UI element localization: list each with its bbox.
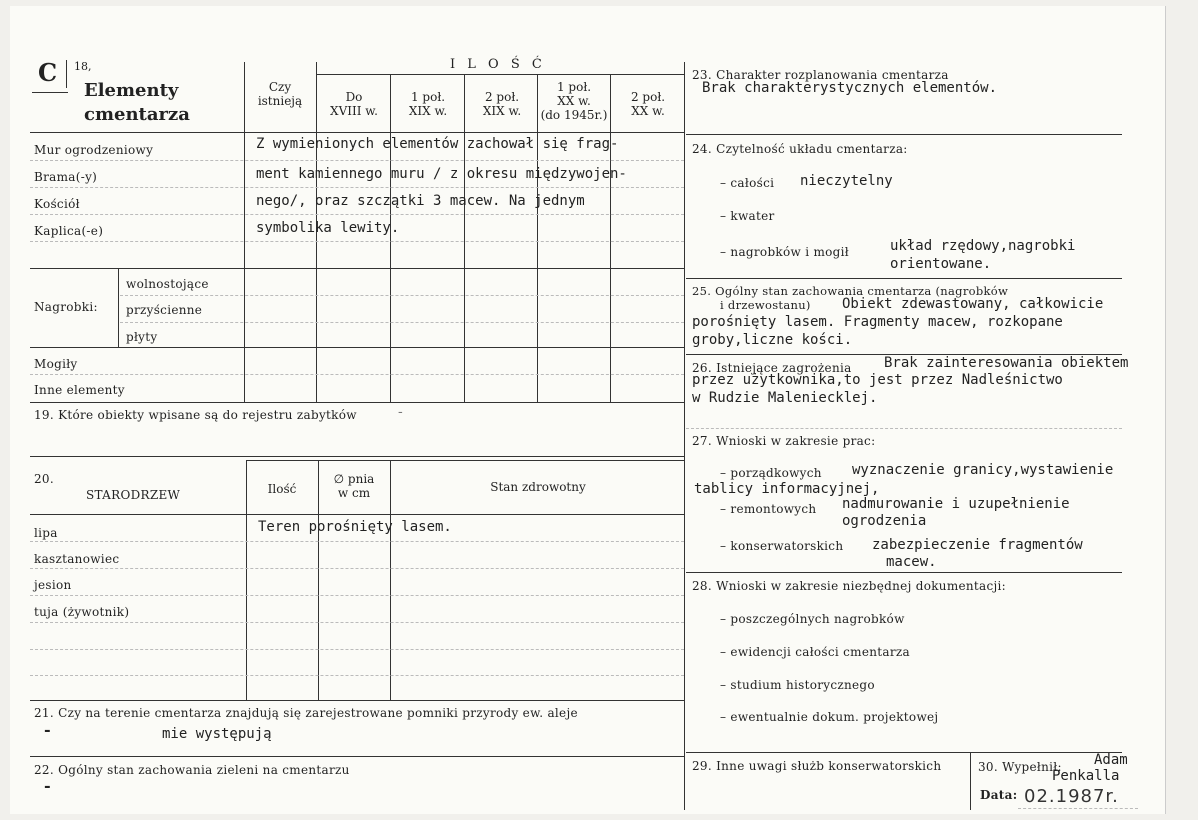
q23-answer: Brak charakterystycznych elementów. bbox=[702, 80, 998, 96]
col-header-1: Do XVIII w. bbox=[330, 90, 378, 118]
vline-c3 bbox=[464, 74, 465, 402]
section-title-2: cmentarza bbox=[84, 104, 190, 125]
czy-header: Czy istnieją bbox=[257, 80, 303, 108]
vline-c2 bbox=[390, 74, 391, 402]
q30-label: 30. Wypełnił: bbox=[978, 760, 1062, 774]
row-line bbox=[30, 187, 684, 188]
q27-rem: – remontowych bbox=[720, 502, 817, 516]
row-line bbox=[30, 241, 684, 242]
q28-rule bbox=[686, 752, 1122, 753]
tree-row-kasztanowiec: kasztanowiec bbox=[34, 552, 120, 566]
tree-row-tuja: tuja (żywotnik) bbox=[34, 605, 130, 619]
q25-label-2: i drzewostanu) bbox=[720, 298, 811, 312]
tree-vline bbox=[390, 460, 391, 700]
q25-answer-3: groby,liczne kości. bbox=[692, 332, 853, 348]
q30-name-2: Penkalla bbox=[1052, 768, 1120, 784]
row-line bbox=[30, 675, 684, 676]
row-brama: Brama(-y) bbox=[34, 170, 98, 184]
q24-answer-1: układ rzędowy,nagrobki bbox=[890, 238, 1076, 254]
q22-dash: - bbox=[44, 776, 51, 795]
q29-divider bbox=[970, 752, 971, 810]
date-value: 02.1987r. bbox=[1024, 786, 1119, 807]
q26-answer-3: w Rudzie Maleniecklej. bbox=[692, 390, 878, 406]
row-przyscienne: przyścienne bbox=[126, 303, 203, 317]
tree-top-rule bbox=[246, 460, 684, 461]
row-line bbox=[30, 402, 684, 403]
row-line bbox=[30, 622, 684, 623]
tree-row-lipa: lipa bbox=[34, 526, 58, 540]
q25-label-1: 25. Ogólny stan zachowania cmentarza (nagrobków bbox=[692, 284, 1009, 298]
tree-ilosc: Ilość bbox=[267, 482, 297, 496]
q30-name-1: Adam bbox=[1094, 752, 1128, 768]
q23-label: 23. Charakter rozplanowania cmentarza bbox=[692, 68, 949, 82]
row-nagrobki: Nagrobki: bbox=[34, 300, 98, 314]
nagrobki-divider bbox=[118, 268, 119, 347]
q21-dash: - bbox=[44, 720, 51, 739]
q26-rule bbox=[686, 428, 1122, 429]
vline-c5 bbox=[610, 74, 611, 402]
col-header-4: 1 poł. XX w. (do 1945r.) bbox=[540, 80, 608, 122]
row-line bbox=[30, 214, 684, 215]
row-inne: Inne elementy bbox=[34, 383, 125, 397]
row-line bbox=[30, 347, 684, 348]
col-header-3: 2 poł. XIX w. bbox=[482, 90, 522, 118]
q27-rem-answer-1: nadmurowanie i uzupełnienie bbox=[842, 496, 1070, 512]
q21-rule bbox=[30, 756, 684, 757]
q19-label: 19. Które obiekty wpisane są do rejestru zabytków bbox=[34, 408, 357, 422]
q21-label: 21. Czy na terenie cmentarza znajdują się zarejestrowane pomniki przyrody ew. aleje bbox=[34, 706, 578, 720]
q24-answer-2: orientowane. bbox=[890, 256, 992, 272]
q27-label: 27. Wnioski w zakresie prac: bbox=[692, 434, 876, 448]
col-header-5: 2 poł. XX w. bbox=[630, 90, 666, 118]
row-kosciol: Kościół bbox=[34, 197, 80, 211]
date-line bbox=[1018, 808, 1138, 809]
q24-calosci-answer: nieczytelny bbox=[800, 173, 893, 189]
q29-label: 29. Inne uwagi służb konserwatorskich bbox=[692, 759, 942, 773]
vline-czy bbox=[244, 62, 245, 402]
q23-rule bbox=[686, 134, 1122, 135]
q28-item-4: – ewentualnie dokum. projektowej bbox=[720, 710, 939, 724]
q24-nagrobkow: – nagrobków i mogił bbox=[720, 245, 849, 259]
vline-c4 bbox=[537, 74, 538, 402]
row-wolnostojace: wolnostojące bbox=[126, 277, 209, 291]
row-line bbox=[30, 160, 684, 161]
section-divider bbox=[66, 60, 67, 88]
elements-note-4: symbolika lewity. bbox=[256, 220, 400, 236]
tree-bottom-rule bbox=[30, 700, 684, 701]
row-line bbox=[30, 595, 684, 596]
q27-porz-answer-2: tablicy informacyjnej, bbox=[694, 481, 880, 497]
q28-label: 28. Wnioski w zakresie niezbędnej dokumentacji: bbox=[692, 579, 1007, 593]
q26-answer-2: przez użytkownika,to jest przez Nadleśnictwo bbox=[692, 372, 1063, 388]
q28-item-3: – studium historycznego bbox=[720, 678, 875, 692]
tree-vline bbox=[318, 460, 319, 700]
q21-answer: mie występują bbox=[162, 726, 272, 742]
q24-calosci: – całości bbox=[720, 176, 775, 190]
q26-answer-1: Brak zainteresowania obiektem bbox=[884, 355, 1129, 371]
row-mogily: Mogiły bbox=[34, 357, 78, 371]
row-line bbox=[30, 268, 684, 269]
q24-kwater: – kwater bbox=[720, 209, 775, 223]
q27-porz-answer-1: wyznaczenie granicy,wystawienie bbox=[852, 462, 1114, 478]
q27-kons: – konserwatorskich bbox=[720, 539, 844, 553]
q28-item-2: – ewidencji całości cmentarza bbox=[720, 645, 910, 659]
col-header-2: 1 poł. XIX w. bbox=[408, 90, 448, 118]
section-letter: C bbox=[38, 58, 58, 87]
q28-item-1: – poszczególnych nagrobków bbox=[720, 612, 905, 626]
section-number: 18, bbox=[74, 60, 92, 73]
date-label: Data: bbox=[980, 788, 1018, 802]
elements-note-1: Z wymienionych elementów zachował się frag- bbox=[256, 136, 619, 152]
row-mur: Mur ogrodzeniowy bbox=[34, 143, 154, 157]
tree-row-jesion: jesion bbox=[34, 578, 72, 592]
tree-vline bbox=[246, 460, 247, 700]
section-underline bbox=[32, 92, 68, 93]
q25-answer-1: Obiekt zdewastowany, całkowicie bbox=[842, 296, 1104, 312]
q25-answer-2: porośnięty lasem. Fragmenty macew, rozkopane bbox=[692, 314, 1063, 330]
row-line bbox=[30, 568, 684, 569]
row-line bbox=[30, 374, 684, 375]
ilosc-rule bbox=[316, 74, 684, 75]
row-line bbox=[30, 649, 684, 650]
tree-title: STARODRZEW bbox=[86, 488, 181, 502]
tree-header-rule bbox=[30, 514, 684, 515]
q24-label: 24. Czytelność układu cmentarza: bbox=[692, 142, 908, 156]
row-line bbox=[120, 322, 684, 323]
q22-label: 22. Ogólny stan zachowania zieleni na cmentarzu bbox=[34, 763, 350, 777]
tree-pnia: ∅ pnia w cm bbox=[333, 472, 375, 500]
q27-kons-answer-1: zabezpieczenie fragmentów bbox=[872, 537, 1083, 553]
tree-note: Teren porośnięty lasem. bbox=[258, 519, 452, 535]
elements-note-3: nego/, oraz szczątki 3 macew. Na jednym bbox=[256, 193, 585, 209]
q27-rem-answer-2: ogrodzenia bbox=[842, 513, 927, 529]
q19-rule bbox=[30, 456, 684, 457]
row-line bbox=[120, 295, 684, 296]
row-line bbox=[30, 541, 684, 542]
row-kaplica: Kaplica(-e) bbox=[34, 224, 104, 238]
header-rule bbox=[30, 132, 684, 133]
row-plyty: płyty bbox=[126, 330, 158, 344]
ilosc-header: I L O Ś Ć bbox=[450, 57, 546, 72]
q27-porz: – porządkowych bbox=[720, 466, 822, 480]
q26-label: 26. Istniejące zagrożenia bbox=[692, 361, 852, 375]
q27-rule bbox=[686, 572, 1122, 573]
q19-answer: - bbox=[398, 404, 403, 420]
tree-stan: Stan zdrowotny bbox=[490, 480, 586, 494]
center-divider bbox=[684, 62, 685, 810]
q27-kons-answer-2: macew. bbox=[886, 554, 937, 570]
elements-note-2: ment kamiennego muru / z okresu międzywojen- bbox=[256, 166, 627, 182]
tree-number: 20. bbox=[34, 472, 54, 486]
q24-rule bbox=[686, 278, 1122, 279]
section-title-1: Elementy bbox=[84, 80, 179, 101]
